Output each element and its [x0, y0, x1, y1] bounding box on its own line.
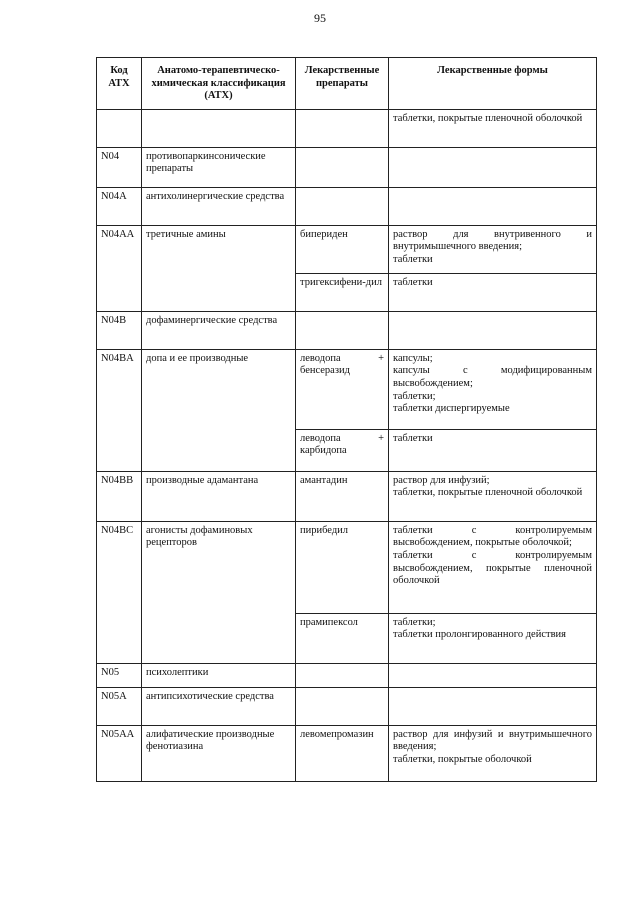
cell-forms: [389, 311, 597, 349]
cell-drug: леводопа + бенсеразид: [296, 349, 389, 429]
cell-classification: противопаркинсонические препараты: [142, 147, 296, 187]
cell-drug: тригексифени-дил: [296, 273, 389, 311]
cell-classification: антихолинергические средства: [142, 187, 296, 225]
cell-code: N04B: [97, 311, 142, 349]
cell-code: N05: [97, 663, 142, 687]
cell-drug: леводопа + карбидопа: [296, 429, 389, 471]
cell-forms: [389, 429, 597, 471]
cell-drug: пирибедил: [296, 521, 389, 613]
cell-classification: допа и ее производные: [142, 349, 296, 471]
form-item: таблетки: [393, 432, 433, 444]
form-item: таблетки с контролируемым высвобождением, покрытые оболочкой;: [393, 524, 592, 549]
cell-classification: производные адамантана: [142, 471, 296, 521]
form-item: таблетки: [393, 253, 433, 265]
cell-forms: [389, 471, 597, 521]
form-item: таблетки, покрытые пленочной оболочкой: [393, 112, 583, 124]
table-row: [97, 663, 597, 687]
cell-classification: дофаминергические средства: [142, 311, 296, 349]
cell-drug: [296, 109, 389, 147]
cell-code: N04AA: [97, 225, 142, 311]
cell-code: N04BA: [97, 349, 142, 471]
cell-code: N05AA: [97, 725, 142, 781]
form-item: таблетки, покрытые пленочной оболочкой: [393, 487, 583, 499]
cell-drug: бипериден: [296, 225, 389, 273]
header-code: Код АТХ: [97, 58, 142, 110]
form-item: таблетки;: [393, 616, 436, 628]
cell-code: N05A: [97, 687, 142, 725]
cell-forms: [389, 273, 597, 311]
form-item: таблетки диспергируемые: [393, 403, 510, 415]
cell-code: N04BC: [97, 521, 142, 663]
table-row: [97, 725, 597, 781]
cell-forms: [389, 225, 597, 273]
form-item: капсулы с модифицированным высвобождением;: [393, 365, 592, 389]
atc-drug-table: [96, 57, 597, 782]
cell-drug: [296, 147, 389, 187]
table-row: [97, 225, 597, 273]
cell-drug: [296, 663, 389, 687]
cell-drug: [296, 187, 389, 225]
cell-forms: [389, 109, 597, 147]
form-item: раствор для инфузий и внутримышечного введения;: [393, 728, 592, 753]
cell-code: [97, 109, 142, 147]
table-row: [97, 109, 597, 147]
cell-forms: [389, 725, 597, 781]
table-row: [97, 187, 597, 225]
cell-classification: алифатические производные фенотиазина: [142, 725, 296, 781]
form-item: таблетки;: [393, 390, 436, 402]
header-drugs: Лекарственные препараты: [296, 58, 389, 110]
header-classification: Анатомо-терапевтическо-химическая классификация (АТХ): [142, 58, 296, 110]
cell-forms: [389, 521, 597, 613]
cell-forms: [389, 187, 597, 225]
table-row: [97, 687, 597, 725]
table-row: [97, 311, 597, 349]
header-forms: Лекарственные формы: [389, 58, 597, 110]
form-item: раствор для инфузий;: [393, 474, 490, 486]
table-body: [97, 109, 597, 781]
form-item: капсулы;: [393, 352, 433, 364]
cell-classification: [142, 109, 296, 147]
cell-forms: [389, 147, 597, 187]
form-item: таблетки, покрытые оболочкой: [393, 753, 532, 765]
cell-code: N04A: [97, 187, 142, 225]
cell-classification: третичные амины: [142, 225, 296, 311]
cell-forms: [389, 687, 597, 725]
page-number: 95: [314, 11, 326, 25]
cell-forms: [389, 613, 597, 663]
form-item: таблетки пролонгированного действия: [393, 629, 566, 641]
cell-drug: прамипексол: [296, 613, 389, 663]
cell-classification: агонисты дофаминовых рецепторов: [142, 521, 296, 663]
table-row: [97, 521, 597, 613]
table-row: [97, 471, 597, 521]
cell-drug: [296, 311, 389, 349]
cell-forms: [389, 663, 597, 687]
cell-drug: [296, 687, 389, 725]
cell-classification: антипсихотические средства: [142, 687, 296, 725]
table-header-row: [97, 58, 597, 110]
cell-code: N04: [97, 147, 142, 187]
form-item: раствор для внутривенного и внутримышечного введения;: [393, 228, 592, 253]
cell-drug: левомепромазин: [296, 725, 389, 781]
table-row: [97, 147, 597, 187]
cell-forms: [389, 349, 597, 429]
form-item: таблетки с контролируемым высвобождением, покрытые пленочной оболочкой: [393, 549, 592, 587]
cell-code: N04BB: [97, 471, 142, 521]
cell-classification: психолептики: [142, 663, 296, 687]
table-row: [97, 349, 597, 429]
cell-drug: амантадин: [296, 471, 389, 521]
form-item: таблетки: [393, 276, 433, 288]
